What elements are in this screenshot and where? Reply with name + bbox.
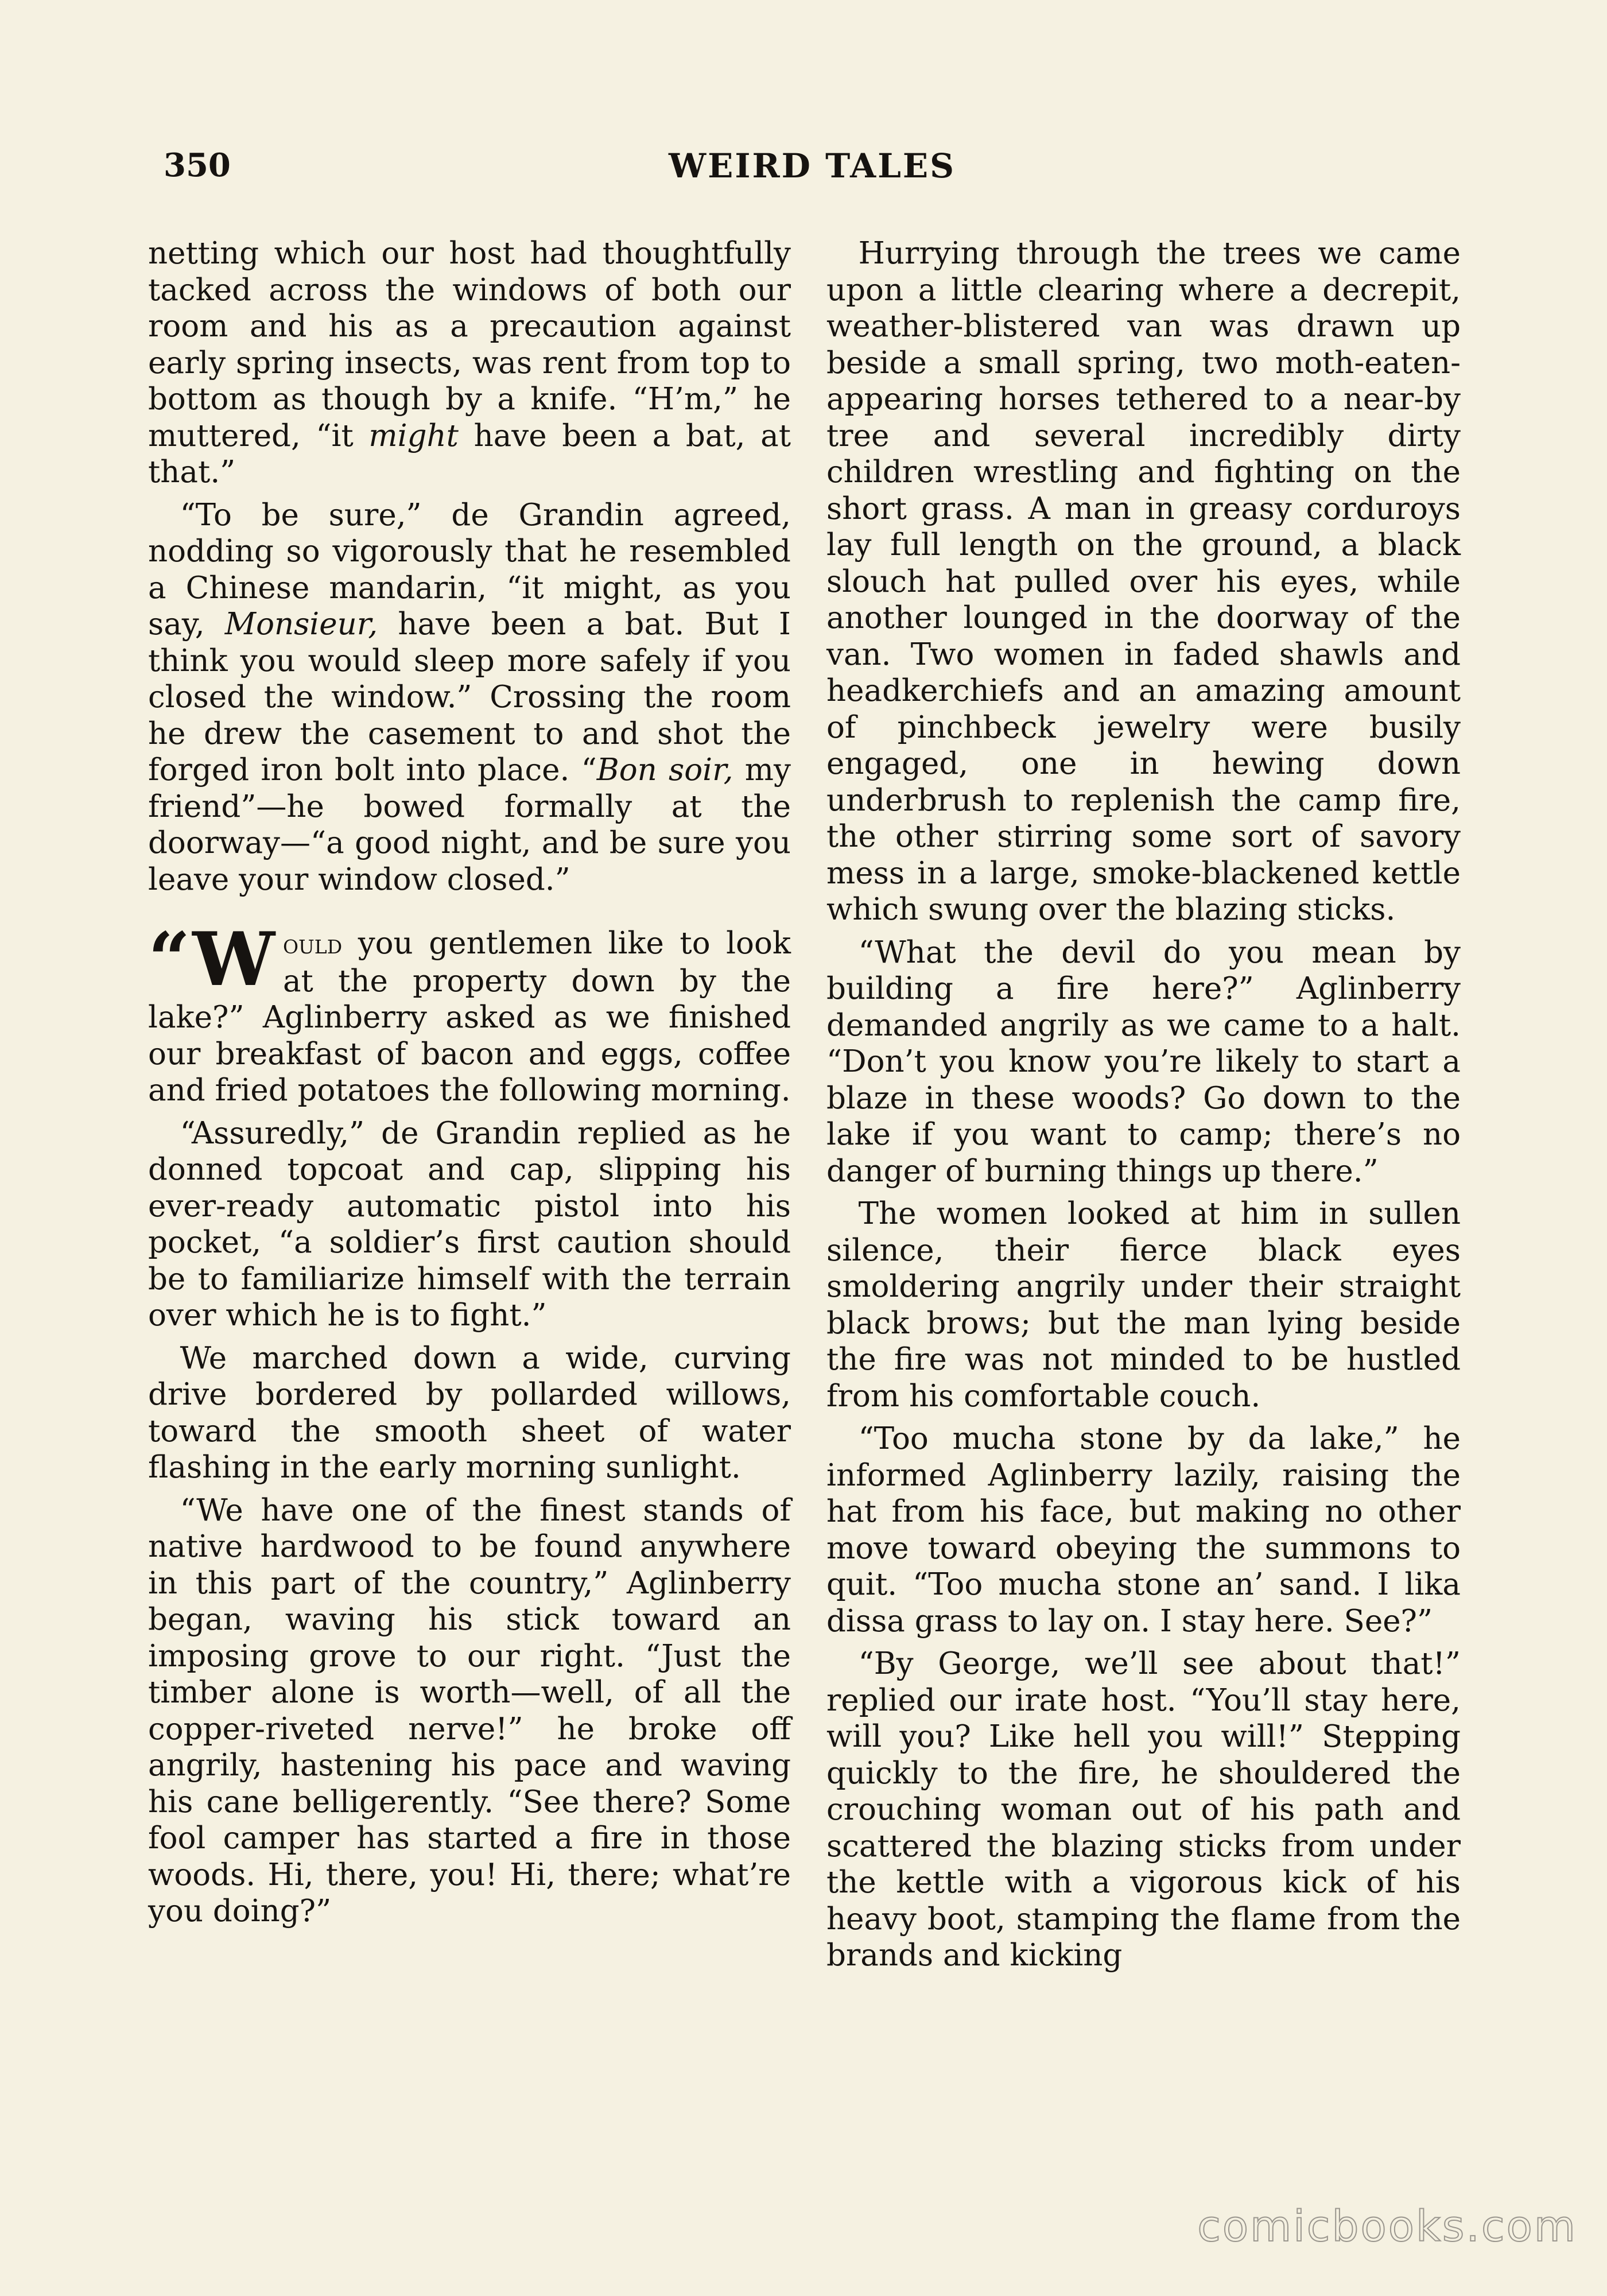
paragraph: “Assuredly,” de Grandin replied as he donned topcoat and cap, slipping his ever-ready automatic pistol into his pocket, “a soldier’s first caution should be to familiarize himself with the terrain over which he is to fight.” xyxy=(148,1115,791,1333)
watermark: comicbooks.com xyxy=(1197,2202,1577,2251)
right-column xyxy=(826,235,1461,1980)
paragraph: “We have one of the finest stands of native hardwood to be found anywhere in this part of the country,” Aglinberry began, waving his stick toward an imposing grove to our right. “Just the timber alone is worth—well, of all the copper-riveted nerve!” he broke off angrily, hastening his pace and waving his cane belligerently. “See there? Some fool camper has started a fire in those woods. Hi, there, you! Hi, there; what’re you doing?” xyxy=(148,1492,791,1929)
paragraph: “What the devil do you mean by building a fire here?” Aglinberry demanded angrily as we came to a halt. “Don’t you know you’re likely to start a blaze in these woods? Go down to the lake if you want to camp; there’s no danger of burning things up there.” xyxy=(826,934,1461,1189)
paragraph: “Too mucha stone by da lake,” he informed Aglinberry lazily, raising the hat from his face, but making no other move toward obeying the summons to quit. “Too mucha stone an’ sand. I lika dissa grass to lay on. I stay here. See?” xyxy=(826,1421,1461,1639)
paragraph: Hurrying through the trees we came upon a little clearing where a decrepit, weather-blistered van was drawn up beside a small spring, two moth-eaten-appearing horses tethered to a near-by tree and several incredibly dirty children wrestling and fighting on the short grass. A man in greasy corduroys lay full length on the ground, a black slouch hat pulled over his eyes, while another lounged in the doorway of the van. Two women in faded shawls and headkerchiefs and an amazing amount of pinchbeck jewelry were busily engaged, one in hewing down underbrush to replenish the camp fire, the other stirring some sort of savory mess in a large, smoke-blackened kettle which swung over the blazing sticks. xyxy=(826,236,1461,927)
paragraph: The women looked at him in sullen silence, their fierce black eyes smoldering angrily under their straight black brows; but the man lying beside the fire was not minded to be hustled from his comfortable couch. xyxy=(826,1196,1461,1414)
drop-cap: “W xyxy=(148,917,275,1003)
page-number: 350 xyxy=(164,146,231,184)
section-opening-paragraph: “W ould you gentlemen like to look at the property down by the lake?” Aglinberry asked as we finished our breakfast of bacon and eggs, coffee and fried potatoes the following morning. xyxy=(148,917,791,1108)
left-column xyxy=(148,235,791,1936)
running-head: WEIRD TALES xyxy=(668,146,956,185)
paragraph: We marched down a wide, curving drive bordered by pollarded willows, toward the smooth sheet of water flashing in the early morning sunlight. xyxy=(148,1340,791,1485)
paragraph: netting which our host had thoughtfully tacked across the windows of both our room and his as a precaution against early spring insects, was rent from top to bottom as though by a knife. “H’m,” he muttered, “it might have been a bat, at that.” xyxy=(148,236,791,490)
paragraph: “By George, we’ll see about that!” replied our irate host. “You’ll stay here, will you? Like hell you will!” Stepping quickly to the fire, he shouldered the crouching woman out of his path and scattered the blazing sticks from under the kettle with a vigorous kick of his heavy boot, stamping the flame from the brands and kicking xyxy=(826,1646,1461,1973)
paragraph: “To be sure,” de Grandin agreed, nodding so vigorously that he resembled a Chinese mandarin, “it might, as you say, Monsieur, have been a bat. But I think you would sleep more safely if you closed the window.” Crossing the room he drew the casement to and shot the forged iron bolt into place. “Bon soir, my friend”—he bowed formally at the doorway—“a good night, and be sure you leave your window closed.” xyxy=(148,497,791,897)
